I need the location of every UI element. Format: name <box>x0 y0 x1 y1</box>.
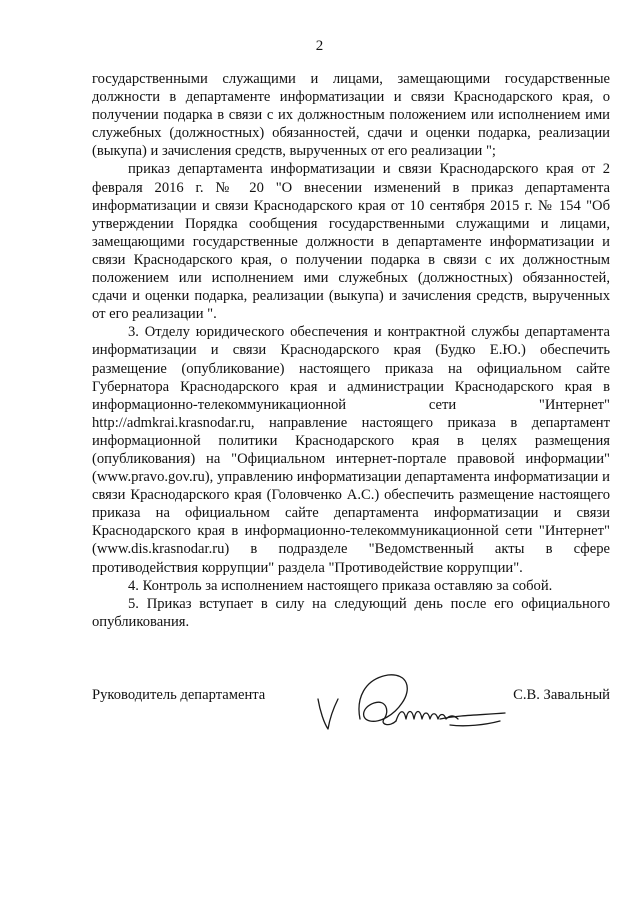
signer-name: С.В. Завальный <box>513 687 610 703</box>
paragraph-3: 3. Отделу юридического обеспечения и контрактной службы департамента информатизации и связи Краснодарского края (Будко Е.Ю.) обеспечить размещение (опубликование) настоящего приказа на официальном сайте Губернатора Краснодарского края и администрации Краснодарского края в информационно-телекоммуникационной сети "Интернет" http://admkrai.krasnodar.ru, направление настоящего приказа в департамент информационной политики Краснодарского края в целях размещения (опубликования) на "Официальном интернет-портале правовой информации" (www.pravo.gov.ru), управлению информатизации департамента информатизации и связи Краснодарского края (Головченко А.С.) обеспечить размещение настоящего приказа на официальном сайте департамента информатизации и связи Краснодарского края в информационно-телекоммуникационной сети "Интернет" (www.dis.krasnodar.ru) в подразделе "Ведомственный акты в сфере противодействия коррупции" раздела "Противодействие коррупции". <box>92 324 610 576</box>
paragraph-4: 4. Контроль за исполнением настоящего приказа оставляю за собой. <box>128 577 553 594</box>
page-number: 2 <box>315 38 324 54</box>
paragraph-1: государственными служащими и лицами, замещающими государственные должности в департаменте информатизации и связи Краснодарского края, о получении подарка в связи с их должностным положением или исполнением ими служебных (должностных) обязанностей, сдачи и оценки подарка, реализации (выкупа) и зачисления средств, вырученных от его реализации "; <box>92 71 610 160</box>
signer-title: Руководитель департамента <box>92 687 266 703</box>
paragraph-5: 5. Приказ вступает в силу на следующий день после его официального опубликования. <box>92 595 610 630</box>
paragraph-2: приказ департамента информатизации и связи Краснодарского края от 2 февраля 2016 г. № 20 "О внесении изменений в приказ департамента информатизации и связи Краснодарского края от 10 сентября 2015 г. № 154 "Об утверждении Порядка сообщения государственными служащими и лицами, замещающими государственные должности в департаменте информатизации и связи Краснодарского края, о получении подарка в связи с их должностным положением или исполнением ими служебных (должностных) обязанностей, сдачи и оценки подарка, реализации (выкупа) и зачисления средств, вырученных от его реализации ". <box>92 161 610 323</box>
handwritten-signature <box>300 669 550 739</box>
signature-block <box>92 683 610 743</box>
document-body <box>92 70 610 631</box>
